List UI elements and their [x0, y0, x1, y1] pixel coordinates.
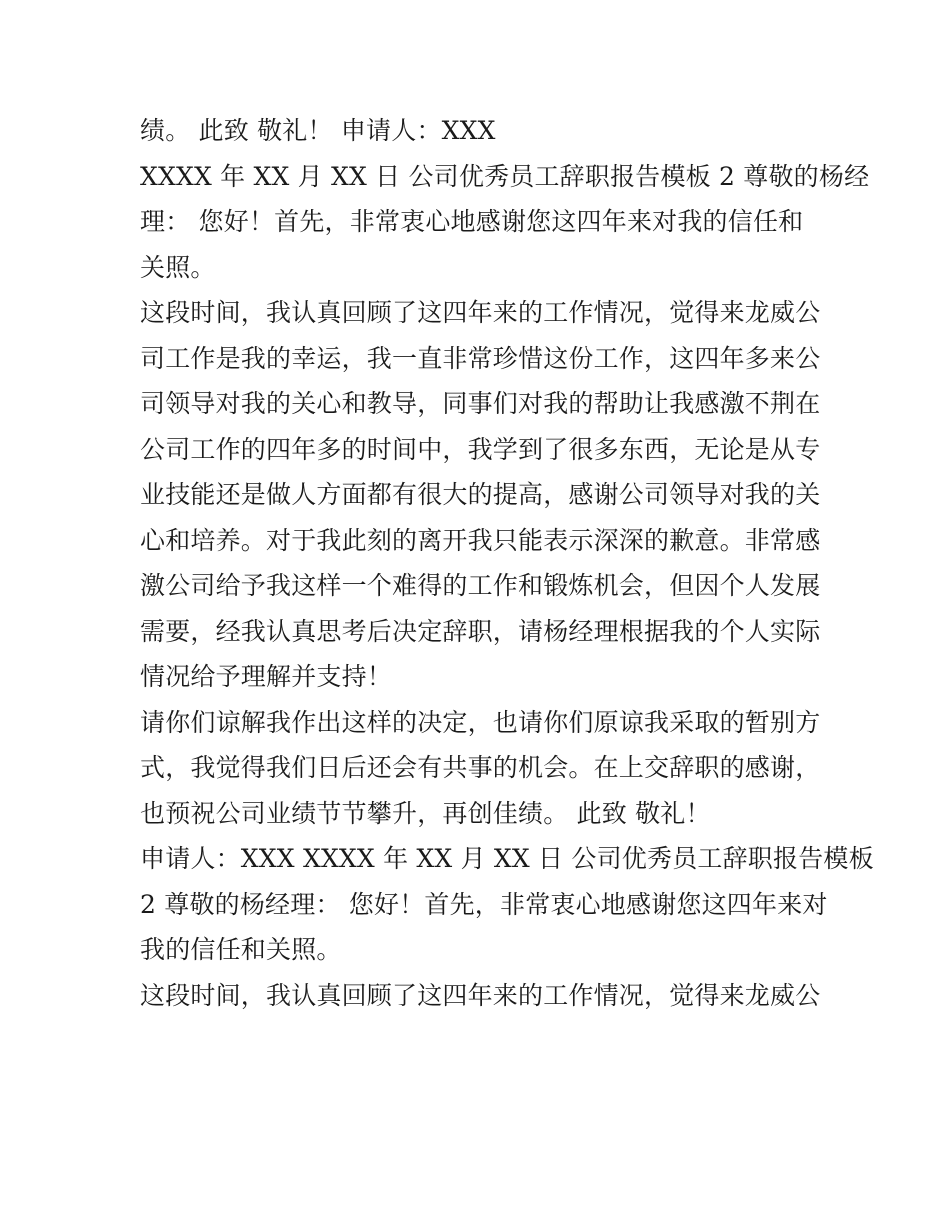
text-line-4: 关照。: [140, 252, 216, 282]
text-line-5: 这段时间，我认真回顾了这四年来的工作情况，觉得来龙威公: [140, 298, 821, 327]
text-line-8: 公司工作的四年多的时间中，我学到了很多东西，无论是从专: [140, 434, 821, 464]
text-line-3: 理： 您好！首先，非常衷心地感谢您这四年来对我的信任和: [140, 207, 804, 236]
document-body: [140, 108, 874, 1018]
text-line-1: 绩。 此致 敬礼！ 申请人：XXX: [140, 116, 496, 145]
text-line-9: 业技能还是做人方面都有很大的提高，感谢公司领导对我的关: [140, 480, 821, 509]
text-line-13: 情况给予理解并支持！: [140, 662, 393, 691]
text-line-7: 司领导对我的关心和教导，同事们对我的帮助让我感激不荆在: [140, 389, 821, 418]
text-line-17: 申请人：XXX XXXX 年 XX 月 XX 日 公司优秀员工辞职报告模板: [140, 844, 874, 873]
text-line-16: 也预祝公司业绩节节攀升，再创佳绩。 此致 敬礼！: [140, 798, 711, 828]
text-line-11: 激公司给予我这样一个难得的工作和锻炼机会，但因个人发展: [140, 571, 821, 600]
text-line-19: 我的信任和关照。: [140, 935, 342, 964]
text-line-15: 式，我觉得我们日后还会有共事的机会。在上交辞职的感谢，: [140, 753, 821, 782]
text-line-18: 2 尊敬的杨经理： 您好！首先，非常衷心地感谢您这四年来对: [140, 889, 828, 919]
text-line-20: 这段时间，我认真回顾了这四年来的工作情况，觉得来龙威公: [140, 980, 821, 1010]
text-line-2: XXXX 年 XX 月 XX 日 公司优秀员工辞职报告模板 2 尊敬的杨经: [140, 161, 870, 191]
text-line-6: 司工作是我的幸运，我一直非常珍惜这份工作，这四年多来公: [140, 343, 821, 373]
text-line-12: 需要，经我认真思考后决定辞职，请杨经理根据我的个人实际: [140, 616, 821, 646]
text-line-14: 请你们谅解我作出这样的决定，也请你们原谅我采取的暂别方: [140, 707, 821, 737]
text-line-10: 心和培养。对于我此刻的离开我只能表示深深的歉意。非常感: [140, 525, 821, 555]
